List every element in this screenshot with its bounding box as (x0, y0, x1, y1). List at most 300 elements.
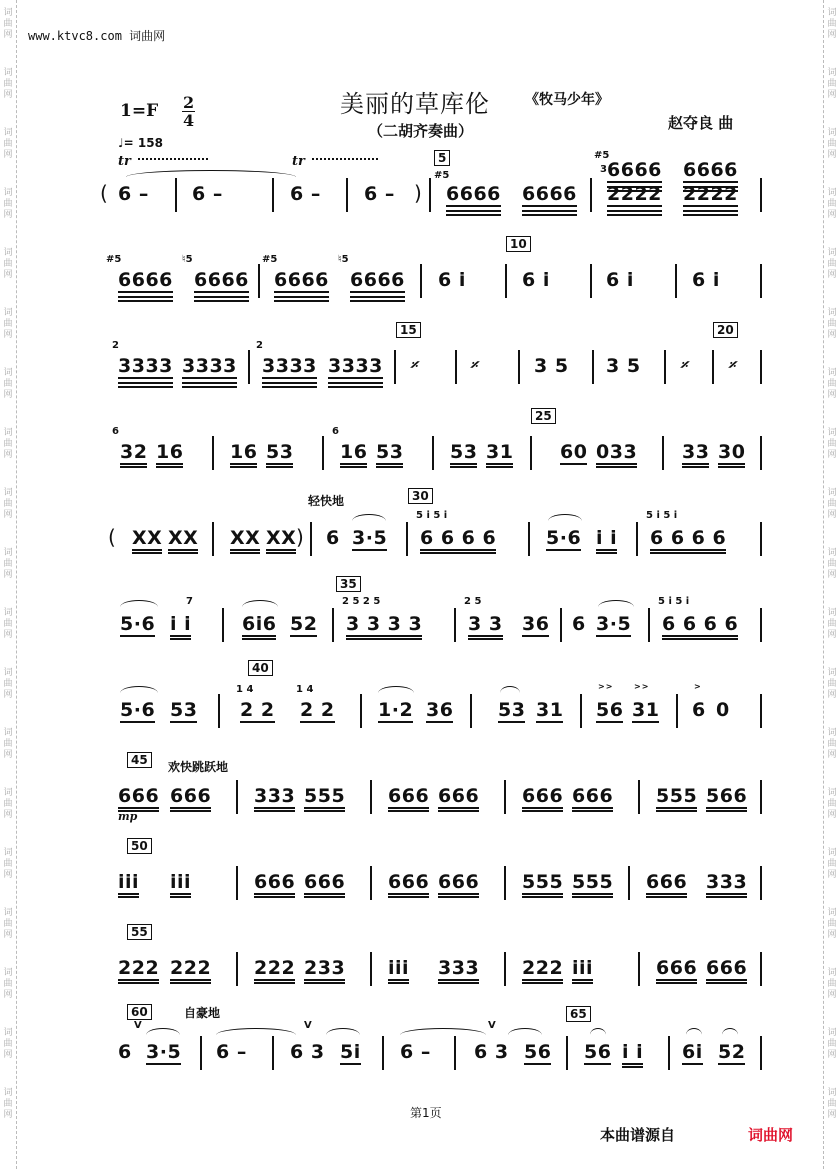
note: 36 (522, 613, 550, 635)
barline (200, 1036, 202, 1070)
note: 31 (486, 441, 513, 468)
barline (258, 264, 260, 298)
note: 6666 (446, 183, 501, 205)
note: 666 (254, 871, 295, 898)
note: 6 3 (474, 1041, 509, 1063)
note: 5·6 (120, 699, 156, 721)
watermark-text: 词 曲 网 (3, 668, 13, 700)
slur-arc (326, 1028, 360, 1035)
watermark-text: 词 曲 网 (827, 668, 837, 700)
grace-note: 1 4 (236, 684, 254, 695)
watermark-text: 词 曲 网 (3, 308, 13, 340)
grace-note: #5 (594, 150, 610, 161)
note: 3·5 (146, 1041, 182, 1063)
watermark-text: 词 曲 网 (3, 488, 13, 520)
note: 222 (254, 957, 295, 984)
note: 6 3 (290, 1041, 325, 1063)
slur-arc (590, 1028, 606, 1035)
breath-mark: V (134, 1020, 142, 1031)
note: 666 (656, 957, 697, 984)
barline (470, 694, 472, 728)
barline (454, 608, 456, 642)
note: 6 (572, 613, 586, 635)
note: 6666 (194, 269, 249, 291)
grace-note: ♮5 (338, 254, 349, 265)
note: 6666 (683, 159, 738, 181)
barline (760, 780, 762, 814)
slur-arc (598, 600, 634, 607)
barline (370, 866, 372, 900)
measure-number: 60 (127, 1004, 152, 1020)
watermark-text: 词 曲 网 (3, 428, 13, 460)
barline (590, 178, 592, 212)
grace-note: 1 4 (296, 684, 314, 695)
watermark-text: 词 曲 网 (827, 428, 837, 460)
note: 666 (706, 957, 747, 984)
note: 6 (326, 527, 340, 549)
barline (346, 178, 348, 212)
time-signature (182, 94, 195, 129)
barline (454, 1036, 456, 1070)
grace-note: #5 (434, 170, 450, 181)
barline (675, 264, 677, 298)
barline (175, 178, 177, 212)
note: 555 (522, 871, 563, 898)
measure-number: 55 (127, 924, 152, 940)
watermark-text: 词 曲 网 (827, 368, 837, 400)
grace-note: 2 (256, 340, 263, 351)
barline (580, 694, 582, 728)
watermark-text: 词 曲 网 (827, 128, 837, 160)
note: 6 (692, 699, 706, 721)
watermark-text: 词 曲 网 (3, 608, 13, 640)
note: iii (572, 957, 593, 984)
note: 1·2 (378, 699, 414, 721)
note: 6 – (364, 183, 395, 205)
barline (560, 608, 562, 642)
barline (236, 952, 238, 986)
watermark-text: 词 曲 网 (827, 248, 837, 280)
open-paren: ( (108, 525, 116, 549)
key-signature: 1=F (120, 101, 159, 121)
barline (248, 350, 250, 384)
watermark-text: 词 曲 网 (827, 608, 837, 640)
note: iii (388, 957, 409, 984)
watermark-text: 词 曲 网 (827, 548, 837, 580)
measure-number: 35 (336, 576, 361, 592)
watermark-text: 词 曲 网 (827, 1028, 837, 1060)
note: 555 (656, 785, 697, 812)
watermark-text: 词 曲 网 (3, 128, 13, 160)
watermark-text: 词 曲 网 (827, 308, 837, 340)
breath-mark: V (304, 1020, 312, 1031)
score-title: 美丽的草库伦 (340, 90, 490, 118)
note: 666 (438, 871, 479, 898)
barline (332, 608, 334, 642)
trill-wave (312, 158, 378, 166)
close-paren: ) (414, 181, 422, 205)
barline (322, 436, 324, 470)
note: 3333 (328, 355, 383, 377)
slur-arc (242, 600, 278, 607)
tie-arc (216, 1028, 296, 1035)
score-alt-title: 《牧马少年》 (525, 92, 609, 108)
barline (566, 1036, 568, 1070)
barline (429, 178, 431, 212)
barline (218, 694, 220, 728)
watermark-text: 词 曲 网 (827, 188, 837, 220)
measure-number: 10 (506, 236, 531, 252)
note: 6 6 6 6 (662, 613, 738, 640)
grace-note: 3 (600, 164, 607, 175)
barline (420, 264, 422, 298)
measure-number: 65 (566, 1006, 591, 1022)
note: 2 2 (300, 699, 335, 721)
barline (668, 1036, 670, 1070)
watermark-text: 词 曲 网 (827, 68, 837, 100)
grace-note: ♮5 (182, 254, 193, 265)
slur-arc (120, 600, 158, 607)
barline (212, 522, 214, 556)
note: 6666 (118, 269, 173, 291)
measure-number: 5 (434, 150, 450, 166)
watermark-text: 词 曲 网 (3, 1028, 13, 1060)
note: 666 (388, 871, 429, 898)
watermark-text: 词 曲 网 (827, 1088, 837, 1120)
note: 5i (340, 1041, 361, 1063)
note: 222 (522, 957, 563, 984)
barline (760, 608, 762, 642)
note: 6 – (290, 183, 321, 205)
note: 666 (388, 785, 429, 812)
note: i i (622, 1041, 643, 1068)
slur-arc (548, 514, 582, 521)
barline (712, 350, 714, 384)
accent-mark: >> (634, 682, 650, 691)
source-credit: 本曲谱源自 (600, 1126, 676, 1144)
note: 16 (340, 441, 367, 468)
note: 56 (584, 1041, 612, 1063)
barline (518, 350, 520, 384)
measure-number: 15 (396, 322, 421, 338)
watermark-text: 词 曲 网 (827, 968, 837, 1000)
note: XX (132, 527, 162, 554)
note: i i (596, 527, 617, 554)
barline (370, 780, 372, 814)
barline (638, 952, 640, 986)
grace-note: 2 5 (464, 596, 482, 607)
grace-note: #5 (106, 254, 122, 265)
watermark-text: 词 曲 网 (3, 1088, 13, 1120)
note: 6666 (522, 183, 577, 205)
note: 16 (230, 441, 257, 468)
watermark-text: 词 曲 网 (3, 728, 13, 760)
right-watermark-strip (823, 0, 840, 1169)
note: 30 (718, 441, 745, 468)
note: 56 (596, 699, 624, 721)
barline (504, 952, 506, 986)
note: 6 – (400, 1041, 431, 1063)
note: 3 5 (534, 355, 569, 377)
barline (760, 866, 762, 900)
note: 6 – (216, 1041, 247, 1063)
measure-number: 45 (127, 752, 152, 768)
note: 233 (304, 957, 345, 984)
barline (310, 522, 312, 556)
note: 6 – (118, 183, 149, 205)
grace-note: 2 (112, 340, 119, 351)
note: 32 (120, 441, 147, 468)
barline (504, 866, 506, 900)
note: 31 (632, 699, 660, 721)
open-paren: ( (100, 181, 108, 205)
note: 6 i (606, 269, 634, 291)
watermark-text: 词 曲 网 (827, 488, 837, 520)
barline (455, 350, 457, 384)
repeat-measure-sign: 𝄎 (680, 356, 688, 374)
site-url: www.ktvc8.com 词曲网 (28, 29, 166, 43)
note: 3·5 (596, 613, 632, 635)
slur-arc (120, 686, 158, 693)
note: 6 (118, 1041, 132, 1063)
watermark-text: 词 曲 网 (827, 728, 837, 760)
performance-direction: 轻快地 (308, 494, 345, 508)
trill-wave (138, 158, 208, 166)
watermark-text: 词 曲 网 (3, 788, 13, 820)
barline (222, 608, 224, 642)
grace-note: 6 (332, 426, 339, 437)
barline (505, 264, 507, 298)
note: 3333 (118, 355, 173, 377)
note: 52 (718, 1041, 746, 1063)
barline (636, 522, 638, 556)
measure-number: 20 (713, 322, 738, 338)
watermark-text: 词 曲 网 (3, 248, 13, 280)
note: 6i (682, 1041, 703, 1063)
tie-arc (400, 1028, 486, 1035)
note: 53 (266, 441, 293, 468)
note: 555 (572, 871, 613, 898)
barline (662, 436, 664, 470)
barline (504, 780, 506, 814)
note: 33 (682, 441, 709, 468)
note: 222 (170, 957, 211, 984)
note: 6 i (692, 269, 720, 291)
barline (272, 178, 274, 212)
close-paren: ) (296, 525, 304, 549)
trill-mark: tr (118, 154, 131, 169)
note: 3 3 3 3 (346, 613, 422, 640)
measure-number: 30 (408, 488, 433, 504)
note: 566 (706, 785, 747, 812)
repeat-measure-sign: 𝄎 (728, 356, 736, 374)
grace-note: 6 (112, 426, 119, 437)
note: 555 (304, 785, 345, 812)
repeat-measure-sign: 𝄎 (470, 356, 478, 374)
dynamic-mark: mp (118, 810, 138, 823)
watermark-text: 词 曲 网 (3, 848, 13, 880)
barline (760, 522, 762, 556)
slur-arc (146, 1028, 180, 1035)
meter-numerator: 2 (183, 93, 195, 112)
watermark-text: 词 曲 网 (3, 968, 13, 1000)
note: 6 i (438, 269, 466, 291)
note: 2222 (683, 183, 738, 205)
barline (760, 350, 762, 384)
accent-mark: > (694, 682, 702, 691)
slur-arc (378, 686, 414, 693)
note: 6666 (274, 269, 329, 291)
barline (394, 350, 396, 384)
barline (236, 866, 238, 900)
measure-number: 40 (248, 660, 273, 676)
barline (272, 1036, 274, 1070)
note: 222 (118, 957, 159, 984)
note: 3·5 (352, 527, 388, 549)
slur-arc (508, 1028, 542, 1035)
note: 666 (572, 785, 613, 812)
tempo-mark: ♩= 158 (118, 136, 163, 150)
note: 333 (254, 785, 295, 812)
meter-denominator: 4 (183, 111, 195, 130)
note: 666 (438, 785, 479, 812)
note: 56 (524, 1041, 552, 1063)
measure-number: 25 (531, 408, 556, 424)
barline (648, 608, 650, 642)
barline (760, 178, 762, 212)
watermark-text: 词 曲 网 (827, 788, 837, 820)
breath-mark: V (488, 1020, 496, 1031)
watermark-text: 词 曲 网 (3, 8, 13, 40)
note: 666 (522, 785, 563, 812)
note: 033 (596, 441, 637, 468)
grace-note: 5 i 5 i (658, 596, 690, 607)
grace-note: 5 i 5 i (646, 510, 678, 521)
barline (528, 522, 530, 556)
note: 53 (170, 699, 198, 721)
note: 16 (156, 441, 183, 468)
slur-arc (722, 1028, 738, 1035)
note: iii (118, 871, 139, 898)
slur-arc (686, 1028, 702, 1035)
note: 53 (450, 441, 477, 468)
grace-note: #5 (262, 254, 278, 265)
barline (370, 952, 372, 986)
watermark-text: 词 曲 网 (3, 68, 13, 100)
watermark-text: 词 曲 网 (827, 848, 837, 880)
score-subtitle: （二胡齐奏曲） (368, 122, 474, 140)
note: 333 (706, 871, 747, 898)
page-number: 第1页 (410, 1106, 442, 1120)
note: 6666 (350, 269, 405, 291)
note: 3 5 (606, 355, 641, 377)
note: 6 – (192, 183, 223, 205)
note: 3 3 (468, 613, 503, 640)
note: 6 i (522, 269, 550, 291)
note: 5·6 (120, 613, 156, 635)
note: 0 (716, 699, 730, 721)
measure-number: 50 (127, 838, 152, 854)
barline (760, 694, 762, 728)
barline (236, 780, 238, 814)
barline (638, 780, 640, 814)
barline (432, 436, 434, 470)
accent-mark: >> (598, 682, 614, 691)
note: 53 (498, 699, 526, 721)
barline (760, 952, 762, 986)
barline (360, 694, 362, 728)
watermark-text: 词 曲 网 (827, 8, 837, 40)
barline (664, 350, 666, 384)
watermark-text: 词 曲 网 (3, 548, 13, 580)
note: 6i6 (242, 613, 276, 640)
note: 3333 (262, 355, 317, 377)
note: 5·6 (546, 527, 582, 549)
barline (760, 436, 762, 470)
note: 6 6 6 6 (420, 527, 496, 554)
note: 666 (646, 871, 687, 898)
note: 36 (426, 699, 454, 721)
trill-mark: tr (292, 154, 305, 169)
barline (676, 694, 678, 728)
barline (212, 436, 214, 470)
note: 6 6 6 6 (650, 527, 726, 554)
barline (760, 264, 762, 298)
note: 3333 (182, 355, 237, 377)
barline (530, 436, 532, 470)
brand-logo-text[interactable]: 词曲网 (748, 1126, 794, 1144)
note: i i (170, 613, 191, 640)
note: XX (168, 527, 198, 554)
tie-arc (126, 170, 296, 177)
note: 666 (304, 871, 345, 898)
grace-note: 5 i 5 i (416, 510, 448, 521)
note: XX (230, 527, 260, 554)
slur-arc (500, 686, 520, 693)
barline (760, 1036, 762, 1070)
watermark-text: 词 曲 网 (3, 908, 13, 940)
note: 666 (170, 785, 211, 812)
note: 52 (290, 613, 318, 635)
note: 53 (376, 441, 403, 468)
slur-arc (352, 514, 386, 521)
note: 2 2 (240, 699, 275, 721)
note: 60 (560, 441, 588, 463)
note: 6666 (607, 159, 662, 181)
performance-direction: 自豪地 (184, 1006, 221, 1020)
barline (590, 264, 592, 298)
performance-direction: 欢快跳跃地 (168, 760, 229, 774)
grace-note: 2 5 2 5 (342, 596, 381, 607)
note: 333 (438, 957, 479, 984)
barline (406, 522, 408, 556)
barline (592, 350, 594, 384)
note: iii (170, 871, 191, 898)
grace-note: 7 (186, 596, 193, 607)
watermark-text: 词 曲 网 (3, 368, 13, 400)
watermark-text: 词 曲 网 (3, 188, 13, 220)
watermark-text: 词 曲 网 (827, 908, 837, 940)
barline (382, 1036, 384, 1070)
note: 31 (536, 699, 564, 721)
repeat-measure-sign: 𝄎 (410, 356, 418, 374)
note: 666 (118, 785, 159, 812)
note: XX (266, 527, 296, 554)
composer-credit: 赵夺良 曲 (668, 114, 734, 132)
left-watermark-strip (0, 0, 17, 1169)
barline (628, 866, 630, 900)
note: 2222 (607, 183, 662, 205)
